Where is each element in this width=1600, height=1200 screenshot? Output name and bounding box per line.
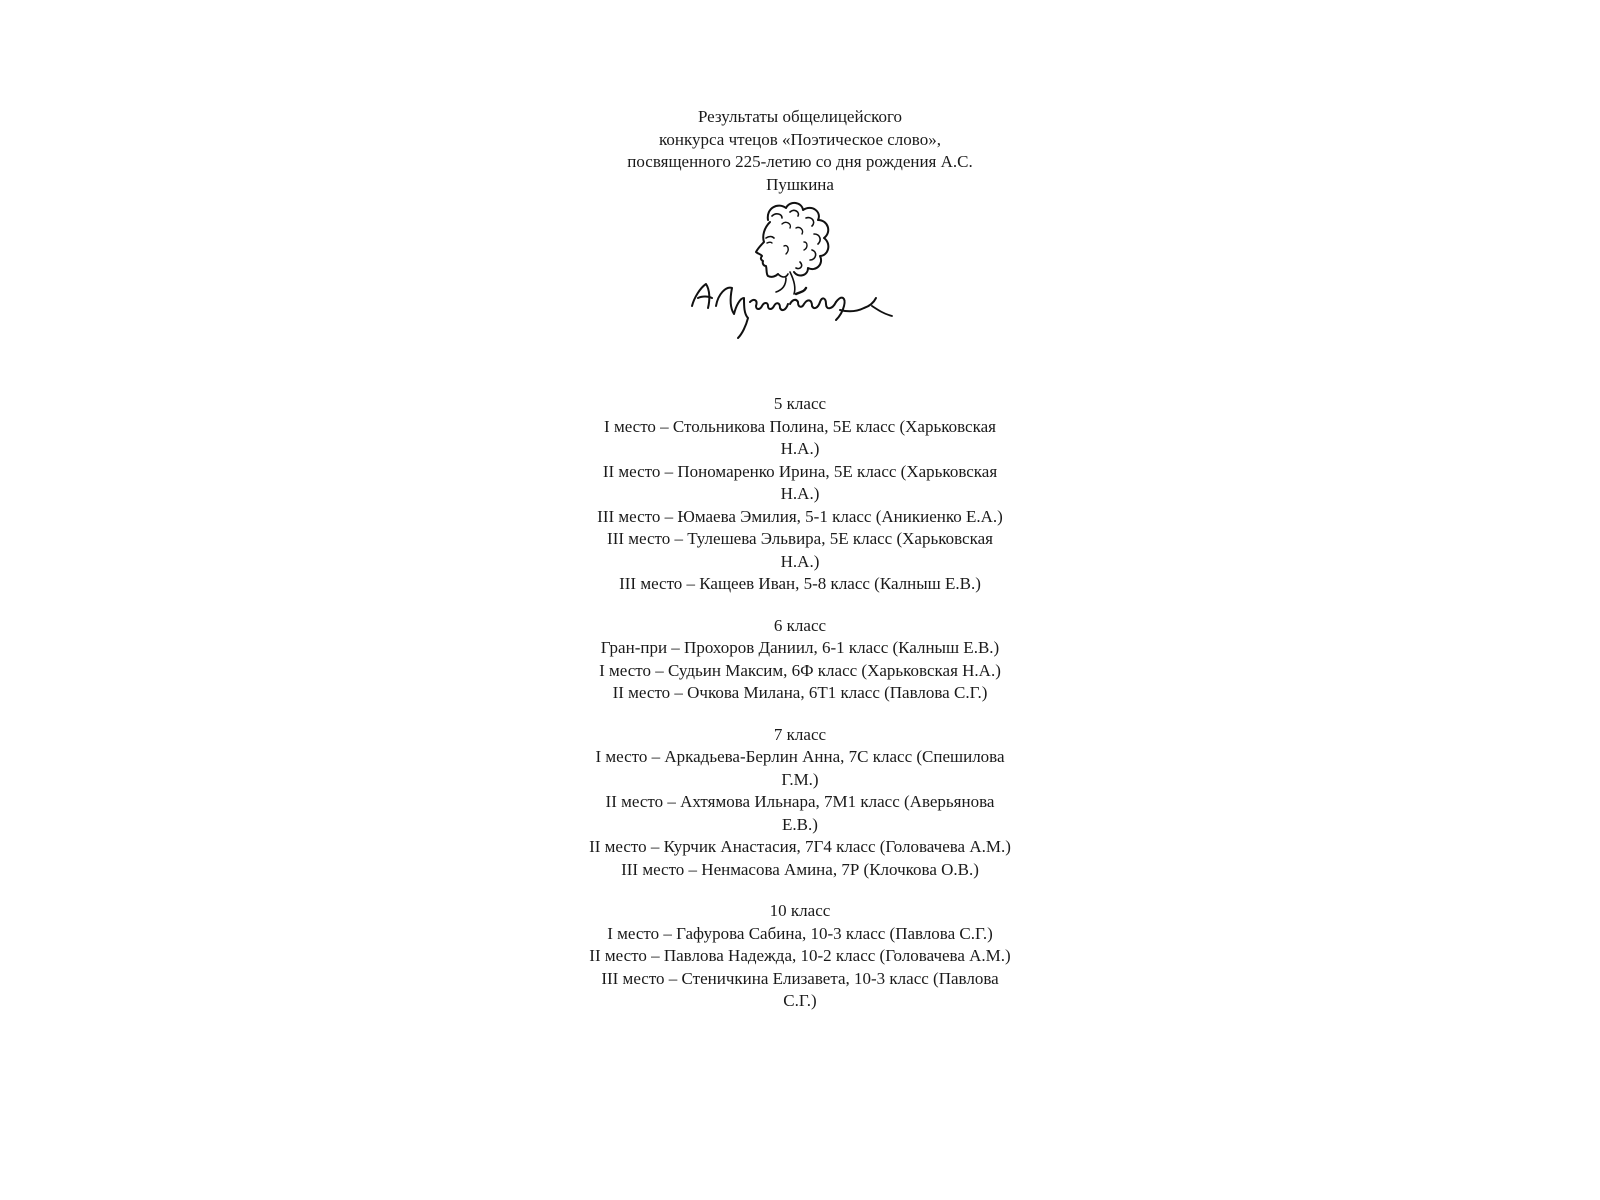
- result-entry: III место – Юмаева Эмилия, 5-1 класс (Аникиенко Е.А.): [597, 506, 1003, 526]
- result-entry: II место – Павлова Надежда, 10-2 класс (Головачева А.М.): [589, 946, 1011, 965]
- result-entry: II место – Курчик Анастасия, 7Г4 класс (Головачева А.М.): [589, 837, 1011, 856]
- grade-heading: 5 класс: [773, 394, 827, 413]
- result-entry: I место – Гафурова Сабина, 10-3 класс (Павлова С.Г.): [607, 923, 993, 943]
- result-entry: Гран-при – Прохоров Даниил, 6-1 класс (Калныш Е.В.): [600, 638, 1000, 657]
- result-entry: II место – Пономаренко Ирина, 5Е класс (Харьковская Н.А.): [602, 461, 998, 503]
- grade-section: [586, 900, 1014, 1013]
- grade-section: [586, 615, 1014, 705]
- title-line: Пушкина: [766, 174, 834, 194]
- title-line: посвященного 225-летию со дня рождения А.С.: [627, 152, 973, 171]
- result-entry: I место – Судьин Максим, 6Ф класс (Харьковская Н.А.): [599, 660, 1001, 680]
- title-line: конкурса чтецов «Поэтическое слово»,: [659, 129, 941, 149]
- result-entry: I место – Аркадьева-Берлин Анна, 7С класс (Спешилова Г.М.): [595, 747, 1005, 789]
- grade-heading: 10 класс: [769, 901, 831, 920]
- grade-heading: 6 класс: [773, 615, 827, 635]
- results-list: [586, 393, 1014, 1032]
- grade-heading: 7 класс: [773, 724, 827, 744]
- grade-section: [586, 724, 1014, 882]
- result-entry: III место – Тулешева Эльвира, 5Е класс (Харьковская Н.А.): [607, 529, 993, 571]
- result-entry: III место – Стеничкина Елизавета, 10-3 класс (Павлова С.Г.): [601, 968, 999, 1010]
- title-line: Результаты общелицейского: [697, 107, 903, 126]
- pushkin-portrait-signature-icon: [686, 198, 906, 348]
- result-entry: III место – Кащеев Иван, 5-8 класс (Калныш Е.В.): [619, 574, 981, 593]
- result-entry: III место – Ненмасова Амина, 7Р (Клочкова О.В.): [621, 859, 979, 879]
- grade-section: [586, 393, 1014, 596]
- result-entry: II место – Очкова Милана, 6Т1 класс (Павлова С.Г.): [612, 683, 988, 702]
- document-title: [586, 106, 1014, 196]
- result-entry: I место – Стольникова Полина, 5Е класс (Харьковская Н.А.): [604, 416, 996, 458]
- result-entry: II место – Ахтямова Ильнара, 7М1 класс (Аверьянова Е.В.): [605, 792, 995, 834]
